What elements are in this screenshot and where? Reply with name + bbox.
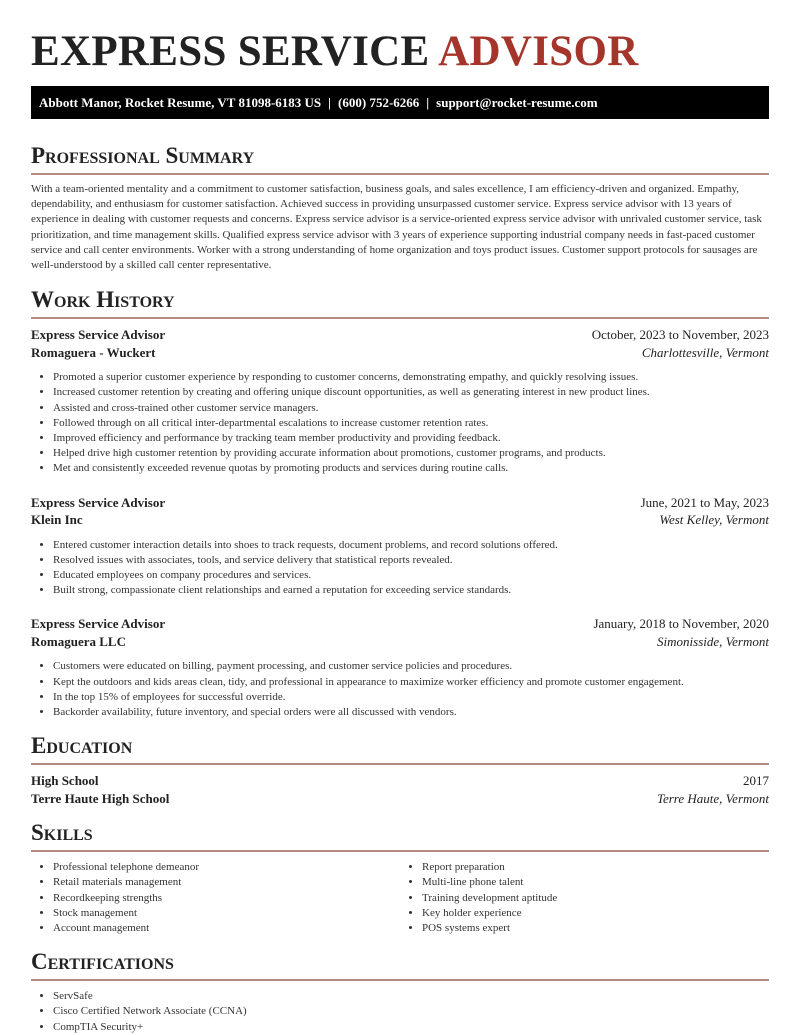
contact-separator: | [426, 95, 430, 110]
name-main: EXPRESS SERVICE [31, 28, 430, 75]
education-section [31, 732, 769, 807]
job-bullets [31, 659, 769, 720]
job-bullet: • Kept the outdoors and kids areas clean, tidy, and professional in appearance to maximize worker efficiency and promote customer engagement. [53, 675, 769, 690]
contact-bar [31, 86, 769, 119]
job-company: Romaguera - Wuckert [31, 344, 156, 360]
job-company: Klein Inc [31, 512, 83, 528]
education-title: Education [31, 732, 769, 765]
education-subheader [31, 790, 769, 808]
contact-email: support@rocket-resume.com [436, 95, 598, 110]
skills-list-left [31, 860, 400, 936]
job-bullet: • Customers were educated on billing, payment processing, and customer service policies and procedures. [53, 659, 769, 674]
job-role: Express Service Advisor [31, 494, 166, 510]
certifications-section [31, 948, 769, 1035]
contact-address: Abbott Manor, Rocket Resume, VT 81098-6183 US [39, 95, 322, 110]
summary-text: With a team-oriented mentality and a commitment to customer satisfaction, business goals, and sales excellence, I am efficiency-driven and organized. Empathy, dependability, and enthusiasm for customer satisfaction. Achieved success in providing unsurpassed customer service. Express service advisor with 13 years of experience in dealing with customer requests and concerns. Express service advisor is a service-oriented express service advisor with unrivaled customer service, task prioritization, and time management skills. Qualified express service advisor with 3 years of experience supporting industrial company needs in fast-paced customer service and call center environments. Worker with a strong understanding of home organization and toys product issues. Customer support protocols for sausages are well-understood by a skilled call center representative. [31, 183, 762, 272]
job-entry [31, 326, 769, 476]
job-location: West Kelley, Vermont [659, 512, 769, 528]
skills-list-right [400, 860, 769, 936]
contact-separator: | [328, 95, 332, 110]
job-bullet: • Built strong, compassionate client relationships and earned a reputation for exceeding service standards. [53, 583, 769, 598]
education-header [31, 772, 769, 790]
education-year: 2017 [743, 773, 769, 789]
job-role: Express Service Advisor [31, 327, 166, 343]
name-accent: ADVISOR [438, 28, 639, 75]
job-bullet: • Educated employees on company procedures and services. [53, 568, 769, 583]
job-bullet: • Followed through on all critical inter-departmental escalations to increase customer retention rates. [53, 416, 769, 431]
skills-section [31, 819, 769, 936]
job-location: Simonisside, Vermont [657, 633, 769, 649]
job-bullet: • Increased customer retention by creating and offering unique discount opportunities, as well as generating interest in new product lines. [53, 385, 769, 400]
skills-title: Skills [31, 819, 769, 852]
skill-item: • Key holder experience [422, 906, 769, 921]
job-header [31, 326, 769, 344]
skill-item: • Account management [53, 921, 400, 936]
job-role: Express Service Advisor [31, 616, 166, 632]
certification-item: • ServSafe [53, 989, 769, 1004]
skill-item: • Training development aptitude [422, 891, 769, 906]
job-entry [31, 615, 769, 720]
job-bullet: • Improved efficiency and performance by tracking team member productivity and providing feedback. [53, 431, 769, 446]
certifications-title: Certifications [31, 948, 769, 981]
job-bullet: • Backorder availability, future inventory, and special orders were all discussed with vendors. [53, 705, 769, 720]
education-location: Terre Haute, Vermont [656, 790, 769, 806]
certifications-list [31, 989, 769, 1035]
job-bullet: • Entered customer interaction details into shoes to track requests, document problems, and record solutions offered. [53, 538, 769, 553]
work-title: Work History [31, 286, 769, 319]
job-bullets [31, 370, 769, 476]
job-bullet: • Met and consistently exceeded revenue quotas by promoting products and services during routine calls. [53, 461, 769, 476]
certification-item: • CompTIA Security+ [53, 1020, 769, 1035]
summary-section [31, 142, 769, 273]
job-subheader [31, 633, 769, 651]
job-bullets [31, 538, 769, 599]
job-dates: January, 2018 to November, 2020 [593, 616, 769, 632]
skill-item: • Stock management [53, 906, 400, 921]
job-dates: October, 2023 to November, 2023 [591, 327, 769, 343]
resume-name [31, 0, 769, 77]
contact-phone: (600) 752-6266 [338, 95, 420, 110]
skill-item: • POS systems expert [422, 921, 769, 936]
job-bullet: • In the top 15% of employees for successful override. [53, 690, 769, 705]
skill-item: • Report preparation [422, 860, 769, 875]
work-section [31, 286, 769, 720]
job-bullet: • Assisted and cross-trained other customer service managers. [53, 401, 769, 416]
job-entry [31, 494, 769, 599]
job-subheader [31, 344, 769, 362]
skill-item: • Multi-line phone talent [422, 875, 769, 890]
skill-item: • Professional telephone demeanor [53, 860, 400, 875]
job-location: Charlottesville, Vermont [641, 344, 769, 360]
job-bullet: • Helped drive high customer retention by providing accurate information about promotions, customer programs, and products. [53, 446, 769, 461]
skill-item: • Retail materials management [53, 875, 400, 890]
job-header [31, 494, 769, 512]
education-entry [31, 772, 769, 807]
skill-item: • Recordkeeping strengths [53, 891, 400, 906]
skills-columns [31, 860, 769, 936]
job-bullet: • Resolved issues with associates, tools, and service delivery that statistical reports revealed. [53, 553, 769, 568]
education-degree: High School [31, 773, 99, 789]
job-subheader [31, 511, 769, 529]
job-bullet: • Promoted a superior customer experience by responding to customer concerns, demonstrating empathy, and quickly resolving issues. [53, 370, 769, 385]
summary-title: Professional Summary [31, 142, 769, 175]
education-school: Terre Haute High School [31, 790, 170, 806]
job-dates: June, 2021 to May, 2023 [640, 494, 769, 510]
certification-item: • Cisco Certified Network Associate (CCNA) [53, 1004, 769, 1019]
job-company: Romaguera LLC [31, 633, 126, 649]
job-header [31, 615, 769, 633]
